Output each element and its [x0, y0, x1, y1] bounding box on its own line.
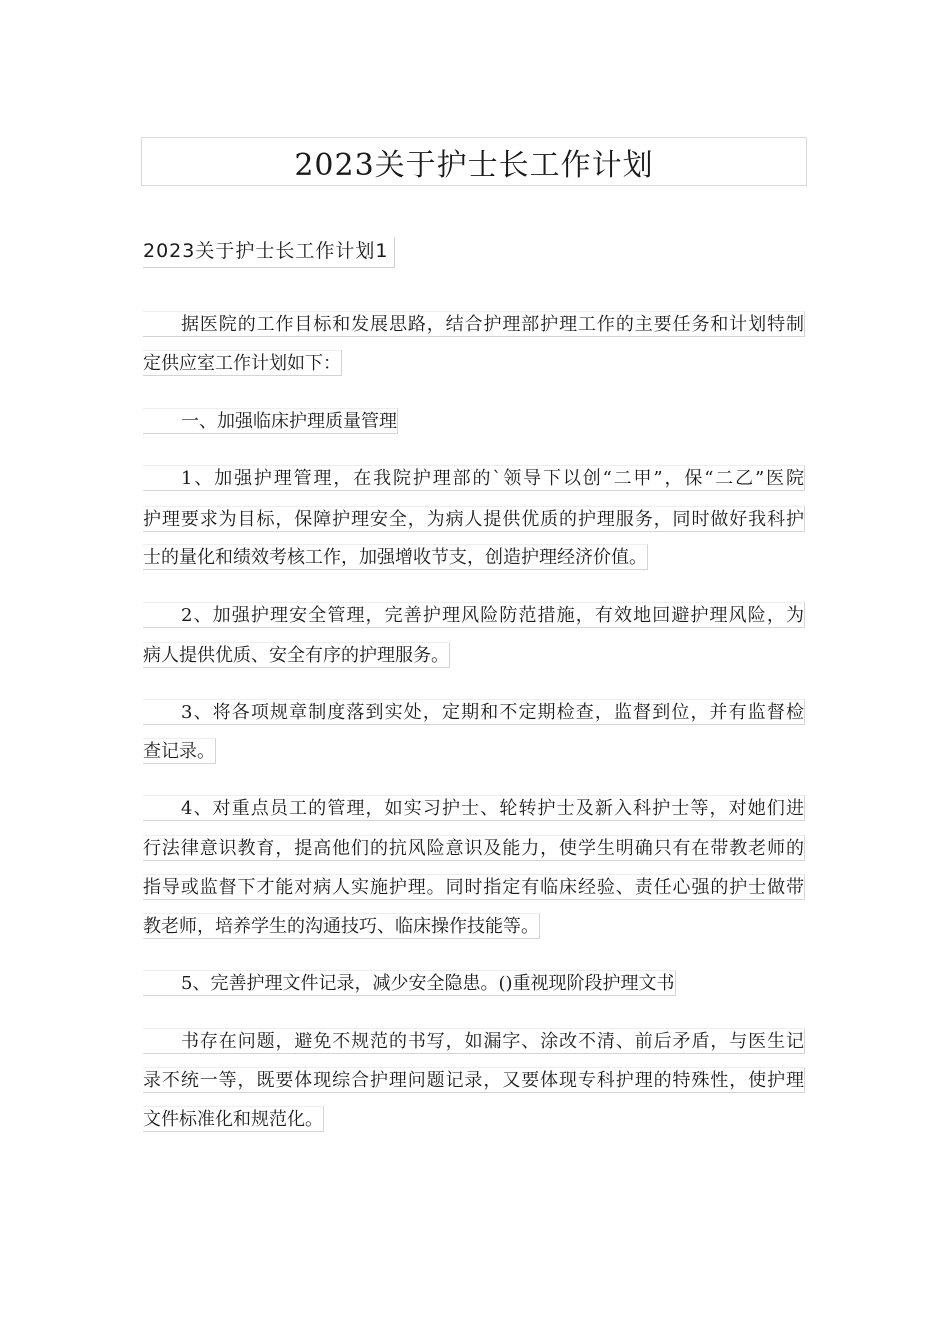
paragraph-line: 2、加强护理安全管理，完善护理风险防范措施，有效地回避护理风险，为 — [143, 602, 805, 628]
paragraph-line: 1、加强护理管理，在我院护理部的`领导下以创“二甲”，保“二乙”医院 — [143, 465, 805, 491]
paragraph-line: 士的量化和绩效考核工作，加强增收节支，创造护理经济价值。 — [143, 544, 648, 570]
paragraph-line: 录不统一等，既要体现综合护理问题记录，又要体现专科护理的特殊性，使护理 — [143, 1067, 805, 1093]
paragraph-line: 据医院的工作目标和发展思路，结合护理部护理工作的主要任务和计划特制 — [143, 311, 805, 337]
section-heading: 2023关于护士长工作计划1 — [143, 237, 395, 268]
paragraph-line: 护理要求为目标，保障护理安全，为病人提供优质的护理服务，同时做好我科护 — [143, 506, 805, 532]
paragraph-line: 教老师，培养学生的沟通技巧、临床操作技能等。 — [143, 913, 540, 939]
paragraph-line: 文件标准化和规范化。 — [143, 1106, 324, 1132]
paragraph-line: 定供应室工作计划如下： — [143, 350, 342, 376]
paragraph-line: 3、将各项规章制度落到实处，定期和不定期检查，监督到位，并有监督检 — [143, 699, 805, 725]
paragraph-line: 行法律意识教育，提高他们的抗风险意识及能力，使学生明确只有在带教老师的 — [143, 835, 805, 861]
paragraph-line: 5、完善护理文件记录，减少安全隐患。()重视现阶段护理文书 — [143, 970, 676, 996]
section-heading-line: 一、加强临床护理质量管理 — [143, 408, 398, 434]
paragraph-line: 指导或监督下才能对病人实施护理。同时指定有临床经验、责任心强的护士做带 — [143, 874, 805, 900]
paragraph-line: 4、对重点员工的管理，如实习护士、轮转护士及新入科护士等，对她们进 — [143, 795, 805, 821]
paragraph-line: 书存在问题，避免不规范的书写，如漏字、涂改不清、前后矛盾，与医生记 — [143, 1028, 805, 1054]
document-title: 2023关于护士长工作计划 — [141, 137, 807, 186]
paragraph-line: 病人提供优质、安全有序的护理服务。 — [143, 642, 450, 668]
paragraph-line: 查记录。 — [143, 738, 216, 764]
